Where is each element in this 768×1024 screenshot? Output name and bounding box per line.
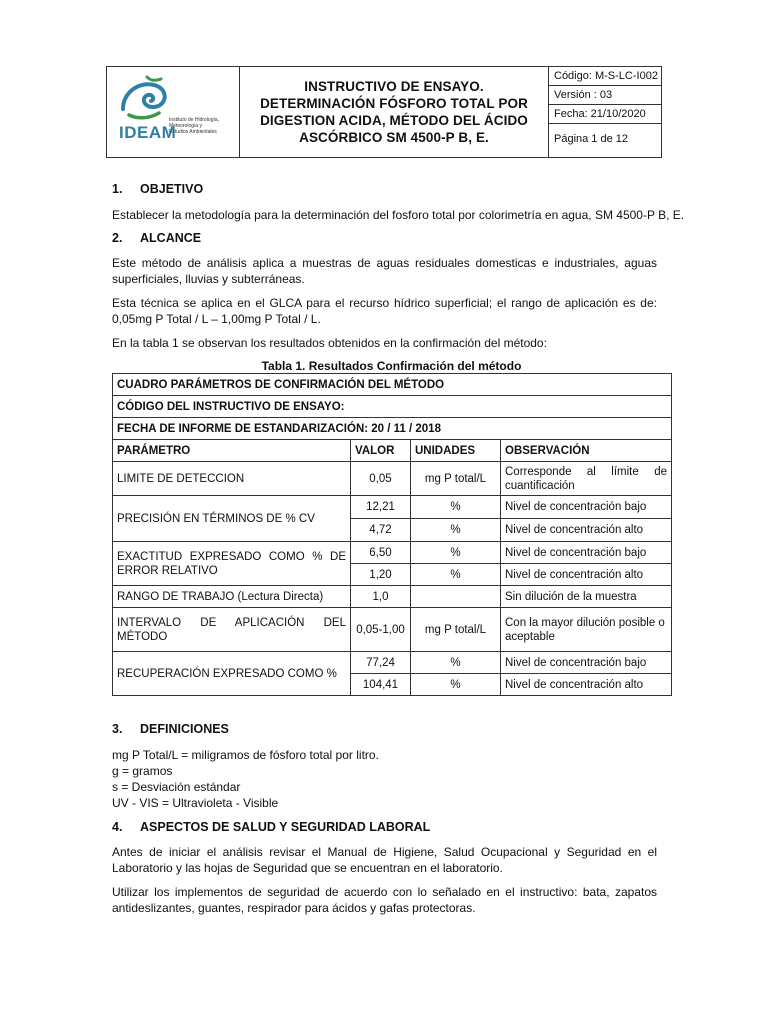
unidades-cell: mg P total/L <box>411 608 501 652</box>
obs-cell: Corresponde al límite de cuantificación <box>501 462 672 496</box>
results-table <box>112 373 672 696</box>
table-caption: Tabla 1. Resultados Confirmación del método <box>261 359 522 373</box>
salud-text-2: Utilizar los implementos de seguridad de acuerdo con lo señalado en el instructivo: bata, zapatos antideslizantes, guantes, respirador para ácidos y gafas protectoras. <box>112 885 657 915</box>
definition-line: s = Desviación estándar <box>112 780 241 794</box>
column-header: OBSERVACIÓN <box>501 440 672 462</box>
valor-cell: 104,41 <box>351 674 411 696</box>
section-heading-definiciones: 3. DEFINICIONES <box>112 722 229 736</box>
ideam-spiral-logo-icon <box>115 75 175 125</box>
unidades-cell: % <box>411 542 501 564</box>
title-line: DETERMINACIÓN FÓSFORO TOTAL POR <box>260 96 528 111</box>
table-row <box>113 652 672 674</box>
valor-cell: 1,0 <box>351 586 411 608</box>
table-row <box>113 586 672 608</box>
salud-text-1: Antes de iniciar el análisis revisar el Manual de Higiene, Salud Ocupacional y Seguridad en el Laboratorio y las hojas de Seguridad que se encuentran en el laboratorio. <box>112 845 657 875</box>
column-header: VALOR <box>351 440 411 462</box>
unidades-cell: % <box>411 496 501 519</box>
unidades-cell: % <box>411 652 501 674</box>
table-title-row: CÓDIGO DEL INSTRUCTIVO DE ENSAYO: <box>113 396 672 418</box>
logo-cell <box>107 67 240 157</box>
unidades-cell: % <box>411 674 501 696</box>
document-meta <box>549 67 661 157</box>
objetivo-text: Establecer la metodología para la determinación del fosforo total por colorimetría en agua, SM 4500-P B, E. <box>112 208 685 222</box>
param-cell: LIMITE DE DETECCION <box>113 462 351 496</box>
title-line: INSTRUCTIVO DE ENSAYO. <box>304 79 484 94</box>
table-row <box>113 462 672 496</box>
obs-cell: Nivel de concentración bajo <box>501 496 672 519</box>
unidades-cell: mg P total/L <box>411 462 501 496</box>
obs-cell: Nivel de concentración bajo <box>501 652 672 674</box>
definition-line: mg P Total/L = miligramos de fósforo total por litro. <box>112 748 379 762</box>
param-cell: INTERVALO DE APLICACIÓN DEL MÉTODO <box>113 608 351 652</box>
valor-cell: 0,05 <box>351 462 411 496</box>
title-line: ASCÓRBICO SM 4500-P B, E. <box>299 130 489 145</box>
table-row <box>113 496 672 519</box>
param-cell: PRECISIÓN EN TÉRMINOS DE % CV <box>113 496 351 542</box>
param-cell: RANGO DE TRABAJO (Lectura Directa) <box>113 586 351 608</box>
table-title-row: FECHA DE INFORME DE ESTANDARIZACIÓN: 20 / 11 / 2018 <box>113 418 672 440</box>
alcance-text-1: Este método de análisis aplica a muestras de aguas residuales domesticas e industriales, aguas superficiales, lluvias y subterráneas. <box>112 256 657 286</box>
valor-cell: 12,21 <box>351 496 411 519</box>
pagina-field: Página 1 de 12 <box>554 133 629 145</box>
valor-cell: 6,50 <box>351 542 411 564</box>
fecha-field: Fecha: 21/10/2020 <box>549 105 661 124</box>
table-row <box>113 608 672 652</box>
table-row <box>113 542 672 564</box>
valor-cell: 0,05-1,00 <box>351 608 411 652</box>
obs-cell: Nivel de concentración alto <box>501 674 672 696</box>
document-header <box>106 66 662 158</box>
obs-cell: Nivel de concentración alto <box>501 564 672 586</box>
column-header: PARÁMETRO <box>113 440 351 462</box>
unidades-cell <box>411 586 501 608</box>
obs-cell: Sin dilución de la muestra <box>501 586 672 608</box>
section-heading-salud-seguridad: 4. ASPECTOS DE SALUD Y SEGURIDAD LABORAL <box>112 820 431 834</box>
section-heading-alcance: 2. ALCANCE <box>112 231 202 245</box>
alcance-text-3: En la tabla 1 se observan los resultados obtenidos en la confirmación del método: <box>112 336 547 350</box>
valor-cell: 1,20 <box>351 564 411 586</box>
param-cell: EXACTITUD EXPRESADO COMO % DE ERROR RELATIVO <box>113 542 351 586</box>
valor-cell: 4,72 <box>351 519 411 542</box>
title-line: DIGESTION ACIDA, MÉTODO DEL ÁCIDO <box>260 113 528 128</box>
version-field: Versión : 03 <box>549 86 661 105</box>
table-header-row <box>113 440 672 462</box>
param-cell: RECUPERACIÓN EXPRESADO COMO % <box>113 652 351 696</box>
column-header: UNIDADES <box>411 440 501 462</box>
definition-line: UV - VIS = Ultravioleta - Visible <box>112 796 279 810</box>
definition-line: g = gramos <box>112 764 173 778</box>
valor-cell: 77,24 <box>351 652 411 674</box>
obs-cell: Nivel de concentración alto <box>501 519 672 542</box>
document-title <box>240 67 549 157</box>
logo-wordmark: IDEAM <box>119 123 177 142</box>
obs-cell: Nivel de concentración bajo <box>501 542 672 564</box>
section-heading-objetivo: 1. OBJETIVO <box>112 182 204 196</box>
table-title-row: CUADRO PARÁMETROS DE CONFIRMACIÓN DEL MÉTODO <box>113 374 672 396</box>
unidades-cell: % <box>411 564 501 586</box>
alcance-text-2: Esta técnica se aplica en el GLCA para el recurso hídrico superficial; el rango de aplicación es de: 0,05mg P Total / L – 1,00mg P Total / L. <box>112 296 657 326</box>
codigo-field: Código: M-S-LC-I002 <box>549 67 661 86</box>
obs-cell: Con la mayor dilución posible o aceptable <box>501 608 672 652</box>
logo-institution: Instituto de Hidrología, Meteorología y Estudios Ambientales <box>169 117 220 135</box>
definiciones-list <box>112 747 379 811</box>
unidades-cell: % <box>411 519 501 542</box>
